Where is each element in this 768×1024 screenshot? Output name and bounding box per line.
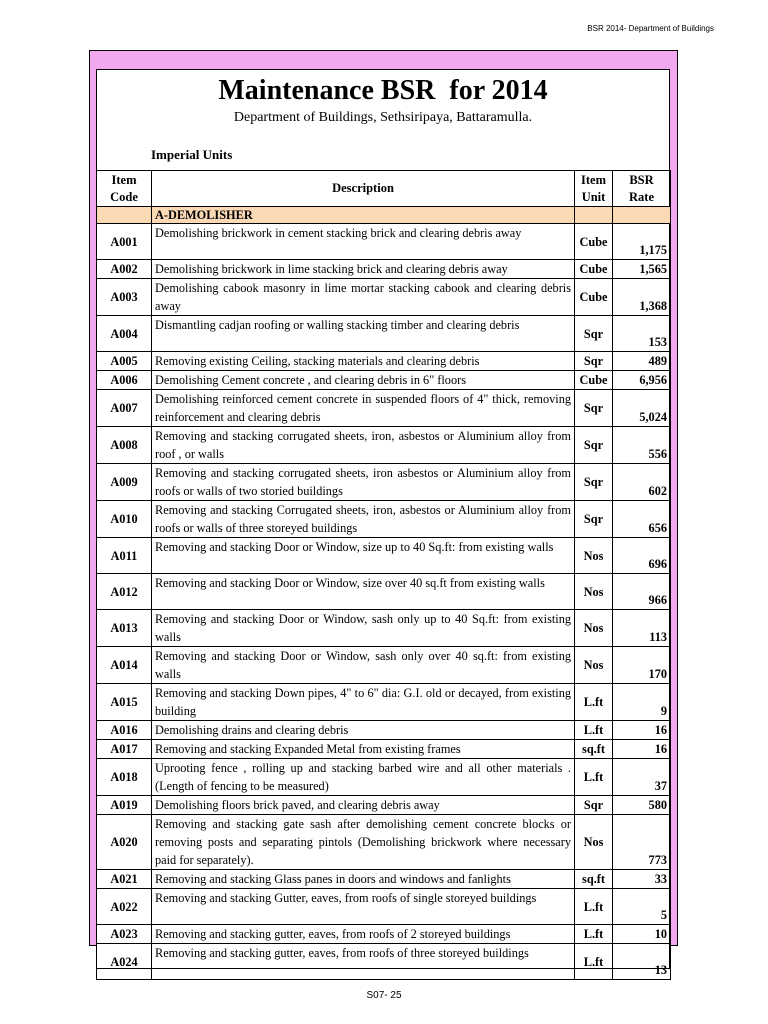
page-subtitle: Department of Buildings, Sethsiripaya, Battaramulla. [233, 110, 533, 125]
table-row [97, 870, 671, 889]
item-rate: 966 [613, 574, 671, 610]
section-rate-cell [613, 207, 671, 224]
item-description [152, 684, 575, 721]
item-code: A019 [97, 796, 152, 815]
table-row [97, 224, 671, 260]
item-unit: Cube [575, 224, 613, 260]
item-rate: 13 [613, 944, 671, 980]
item-description [152, 740, 575, 759]
item-code: A018 [97, 759, 152, 796]
item-unit: Sqr [575, 464, 613, 501]
page-footer: S07- 25 [366, 990, 402, 1001]
item-description-text: Removing and stacking Glass panes in doors and windows and fanlights [155, 872, 511, 886]
item-unit: L.ft [575, 925, 613, 944]
table-row [97, 610, 671, 647]
item-unit: L.ft [575, 721, 613, 740]
item-description-text: Dismantling cadjan roofing or walling stacking timber and clearing debris [155, 318, 520, 332]
item-description [152, 371, 575, 390]
item-rate: 696 [613, 538, 671, 574]
table-row [97, 815, 671, 870]
item-description-text: Demolishing Cement concrete , and clearing debris in 6" floors [155, 373, 466, 387]
item-description-text: Removing and stacking gate sash after demolishing cement concrete blocks or removing posts and separating pintols (Demolishing brickwork where necessary paid for separately). [155, 817, 571, 867]
table-row [97, 352, 671, 371]
table-row [97, 684, 671, 721]
item-code: A014 [97, 647, 152, 684]
item-unit: L.ft [575, 889, 613, 925]
item-code: A017 [97, 740, 152, 759]
item-rate: 10 [613, 925, 671, 944]
item-description [152, 260, 575, 279]
item-description [152, 796, 575, 815]
item-code: A005 [97, 352, 152, 371]
item-unit: Sqr [575, 390, 613, 427]
page-title: Maintenance BSR for 2014 [218, 75, 548, 106]
item-description-text: Demolishing brickwork in lime stacking brick and clearing debris away [155, 262, 508, 276]
item-rate: 5 [613, 889, 671, 925]
item-code: A001 [97, 224, 152, 260]
table-header-row [97, 171, 671, 207]
item-description-text: Removing and stacking Down pipes, 4" to 6" dia: G.I. old or decayed, from existing building [155, 686, 571, 718]
item-unit: Nos [575, 538, 613, 574]
table-row [97, 721, 671, 740]
item-description [152, 944, 575, 980]
item-description [152, 501, 575, 538]
item-code: A013 [97, 610, 152, 647]
item-description [152, 721, 575, 740]
page-header: BSR 2014- Department of Buildings [587, 24, 714, 33]
table-row [97, 889, 671, 925]
item-code: A009 [97, 464, 152, 501]
table-row [97, 538, 671, 574]
section-title: A-DEMOLISHER [152, 207, 575, 224]
item-description [152, 815, 575, 870]
item-code: A012 [97, 574, 152, 610]
units-heading: Imperial Units [151, 147, 233, 162]
item-rate: 580 [613, 796, 671, 815]
item-rate: 113 [613, 610, 671, 647]
item-unit: sq.ft [575, 870, 613, 889]
item-code: A015 [97, 684, 152, 721]
item-description [152, 574, 575, 610]
table-row [97, 759, 671, 796]
item-rate: 9 [613, 684, 671, 721]
item-rate: 1,175 [613, 224, 671, 260]
item-description-text: Demolishing floors brick paved, and clearing debris away [155, 798, 440, 812]
item-unit: Sqr [575, 501, 613, 538]
item-rate: 1,368 [613, 279, 671, 316]
item-description-text: Removing and stacking gutter, eaves, from roofs of three storeyed buildings [155, 946, 529, 960]
item-description-text: Removing and stacking Door or Window, size up to 40 Sq.ft: from existing walls [155, 540, 554, 554]
section-unit-cell [575, 207, 613, 224]
table-row [97, 574, 671, 610]
item-code: A003 [97, 279, 152, 316]
item-unit: Nos [575, 610, 613, 647]
item-rate: 33 [613, 870, 671, 889]
item-unit: sq.ft [575, 740, 613, 759]
item-description-text: Demolishing reinforced cement concrete in suspended floors of 4" thick, removing reinforcement and clearing debris [155, 392, 571, 424]
item-rate: 153 [613, 316, 671, 352]
table-row [97, 371, 671, 390]
item-description [152, 316, 575, 352]
item-rate: 6,956 [613, 371, 671, 390]
item-code: A006 [97, 371, 152, 390]
table-row [97, 279, 671, 316]
item-description-text: Removing and stacking Door or Window, size over 40 sq.ft from existing walls [155, 576, 545, 590]
item-description [152, 279, 575, 316]
item-description-text: Removing and stacking corrugated sheets, iron, asbestos or Aluminium alloy from roof , or walls [155, 429, 571, 461]
item-rate: 602 [613, 464, 671, 501]
item-description-text: Removing and stacking Door or Window, sash only up to 40 Sq.ft: from existing walls [155, 612, 571, 644]
item-description-text: Removing and stacking corrugated sheets, iron asbestos or Aluminium alloy from roofs or walls of two storied buildings [155, 466, 571, 498]
bsr-table [96, 170, 671, 980]
item-code: A024 [97, 944, 152, 980]
item-rate: 556 [613, 427, 671, 464]
item-description-text: Demolishing brickwork in cement stacking brick and clearing debris away [155, 226, 522, 240]
item-description-text: Removing and stacking Door or Window, sash only over 40 sq.ft: from existing walls [155, 649, 571, 681]
item-code: A016 [97, 721, 152, 740]
item-rate: 1,565 [613, 260, 671, 279]
item-rate: 16 [613, 740, 671, 759]
table-row [97, 647, 671, 684]
item-description-text: Removing existing Ceiling, stacking materials and clearing debris [155, 354, 480, 368]
item-description [152, 759, 575, 796]
item-description [152, 610, 575, 647]
item-description [152, 224, 575, 260]
item-unit: Sqr [575, 316, 613, 352]
item-rate: 37 [613, 759, 671, 796]
item-description-text: Removing and stacking Corrugated sheets, iron, asbestos or Aluminium alloy from roofs or walls of three storeyed buildings [155, 503, 571, 535]
table-row [97, 740, 671, 759]
item-description [152, 464, 575, 501]
item-rate: 656 [613, 501, 671, 538]
item-unit: L.ft [575, 944, 613, 980]
table-row [97, 464, 671, 501]
item-description-text: Removing and stacking gutter, eaves, from roofs of 2 storeyed buildings [155, 927, 511, 941]
header-description: Description [152, 171, 575, 207]
item-code: A002 [97, 260, 152, 279]
item-description [152, 390, 575, 427]
item-description-text: Uprooting fence , rolling up and stacking barbed wire and all other materials . (Length of fencing to be measured) [155, 761, 571, 793]
item-unit: Sqr [575, 427, 613, 464]
item-unit: Nos [575, 574, 613, 610]
item-description [152, 538, 575, 574]
item-unit: Nos [575, 815, 613, 870]
item-rate: 773 [613, 815, 671, 870]
item-description [152, 352, 575, 371]
item-code: A008 [97, 427, 152, 464]
item-unit: Nos [575, 647, 613, 684]
item-code: A023 [97, 925, 152, 944]
item-code: A004 [97, 316, 152, 352]
table-row [97, 427, 671, 464]
item-description-text: Removing and stacking Gutter, eaves, from roofs of single storeyed buildings [155, 891, 537, 905]
table-row [97, 260, 671, 279]
item-description-text: Demolishing drains and clearing debris [155, 723, 349, 737]
item-rate: 16 [613, 721, 671, 740]
item-code: A020 [97, 815, 152, 870]
item-description [152, 925, 575, 944]
header-item-code-text: Item Code [110, 172, 138, 204]
item-unit: Cube [575, 371, 613, 390]
item-description [152, 647, 575, 684]
item-rate: 170 [613, 647, 671, 684]
item-description [152, 870, 575, 889]
table-row [97, 316, 671, 352]
item-rate: 489 [613, 352, 671, 371]
section-row [97, 207, 671, 224]
table-row [97, 796, 671, 815]
document-sheet [96, 69, 670, 977]
item-unit: Sqr [575, 796, 613, 815]
item-code: A010 [97, 501, 152, 538]
table-row [97, 925, 671, 944]
document-frame [89, 50, 678, 977]
item-unit: L.ft [575, 684, 613, 721]
header-item-code [97, 171, 152, 207]
table-row [97, 944, 671, 980]
table-row [97, 390, 671, 427]
item-code: A007 [97, 390, 152, 427]
item-unit: L.ft [575, 759, 613, 796]
item-description-text: Removing and stacking Expanded Metal from existing frames [155, 742, 461, 756]
item-code: A021 [97, 870, 152, 889]
item-unit: Sqr [575, 352, 613, 371]
item-code: A022 [97, 889, 152, 925]
item-description-text: Demolishing cabook masonry in lime mortar stacking cabook and clearing debris away [155, 281, 571, 313]
table-row [97, 501, 671, 538]
item-code: A011 [97, 538, 152, 574]
item-unit: Cube [575, 279, 613, 316]
item-rate: 5,024 [613, 390, 671, 427]
header-item-unit: Item Unit [575, 171, 613, 207]
item-unit: Cube [575, 260, 613, 279]
section-code-cell [97, 207, 152, 224]
item-description [152, 427, 575, 464]
header-bsr-rate: BSR Rate [613, 171, 671, 207]
item-description [152, 889, 575, 925]
